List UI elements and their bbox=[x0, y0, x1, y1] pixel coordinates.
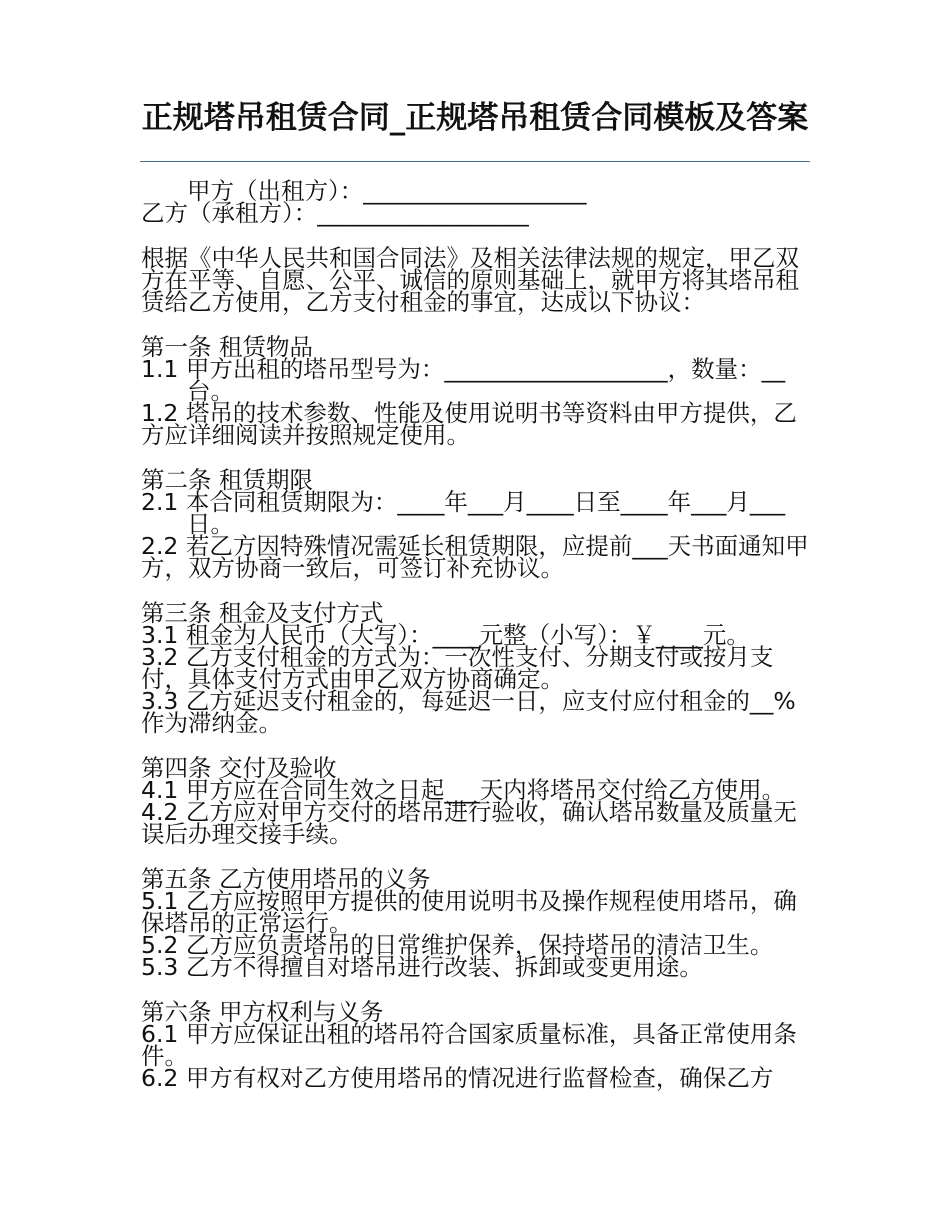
clause-3-1: 3.1 租金为人民币（大写）：____元整（小写）：￥____元。 bbox=[141, 621, 750, 649]
clause-5-3: 5.3 乙方不得擅自对塔吊进行改装、拆卸或变更用途。 bbox=[141, 953, 703, 981]
clause-6-2: 6.2 甲方有权对乙方使用塔吊的情况进行监督检查，确保乙方 bbox=[141, 1064, 774, 1092]
article-heading: 第四条 交付及验收 bbox=[141, 754, 337, 782]
clause-5-1: 5.1 乙方应按照甲方提供的使用说明书及操作规程使用塔吊，确保塔吊的正常运行。 bbox=[141, 887, 797, 937]
clause-3-3: 3.3 乙方延迟支付租金的，每延迟一日，应支付应付租金的__%作为滞纳金。 bbox=[141, 687, 796, 737]
article-1 bbox=[141, 333, 809, 449]
party-a-line: 甲方（出租方）：___________________ bbox=[187, 177, 587, 205]
article-heading: 第一条 租赁物品 bbox=[141, 333, 313, 361]
article-heading: 第三条 租金及支付方式 bbox=[141, 599, 384, 627]
contract-body bbox=[141, 177, 809, 1092]
clause-3-2: 3.2 乙方支付租金的方式为：一次性支付、分期支付或按月支付，具体支付方式由甲乙双方协商确定。 bbox=[141, 643, 774, 693]
article-2 bbox=[141, 466, 809, 582]
clause-4-1: 4.1 甲方应在合同生效之日起___天内将塔吊交付给乙方使用。 bbox=[141, 776, 786, 804]
clause-1-1: 1.1 甲方出租的塔吊型号为：___________________，数量：__台。 bbox=[141, 355, 786, 405]
clause-2-1: 2.1 本合同租赁期限为：____年___月____日至____年___月___日。 bbox=[141, 488, 786, 538]
article-3 bbox=[141, 599, 809, 737]
clause-1-2: 1.2 塔吊的技术参数、性能及使用说明书等资料由甲方提供，乙方应详细阅读并按照规定使用。 bbox=[141, 399, 797, 449]
article-heading: 第二条 租赁期限 bbox=[141, 466, 313, 494]
article-heading: 第六条 甲方权利与义务 bbox=[141, 998, 384, 1026]
article-4 bbox=[141, 754, 809, 848]
preamble-paragraph: 根据《中华人民共和国合同法》及相关法律法规的规定，甲乙双方在平等、自愿、公平、诚信的原则基础上，就甲方将其塔吊租赁给乙方使用，乙方支付租金的事宜，达成以下协议： bbox=[141, 244, 799, 316]
clause-4-2: 4.2 乙方应对甲方交付的塔吊进行验收，确认塔吊数量及质量无误后办理交接手续。 bbox=[141, 798, 797, 848]
clause-6-1: 6.1 甲方应保证出租的塔吊符合国家质量标准，具备正常使用条件。 bbox=[141, 1020, 797, 1070]
clause-5-2: 5.2 乙方应负责塔吊的日常维护保养，保持塔吊的清洁卫生。 bbox=[141, 931, 774, 959]
article-5 bbox=[141, 865, 809, 981]
clause-2-2: 2.2 若乙方因特殊情况需延长租赁期限，应提前___天书面通知甲方，双方协商一致后，可签订补充协议。 bbox=[141, 532, 809, 582]
document-title: 正规塔吊租赁合同_正规塔吊租赁合同模板及答案 bbox=[141, 100, 809, 136]
party-b-line: 乙方（承租方）：__________________ bbox=[141, 199, 529, 227]
article-6 bbox=[141, 998, 809, 1092]
title-divider bbox=[140, 161, 810, 162]
article-heading: 第五条 乙方使用塔吊的义务 bbox=[141, 865, 431, 893]
